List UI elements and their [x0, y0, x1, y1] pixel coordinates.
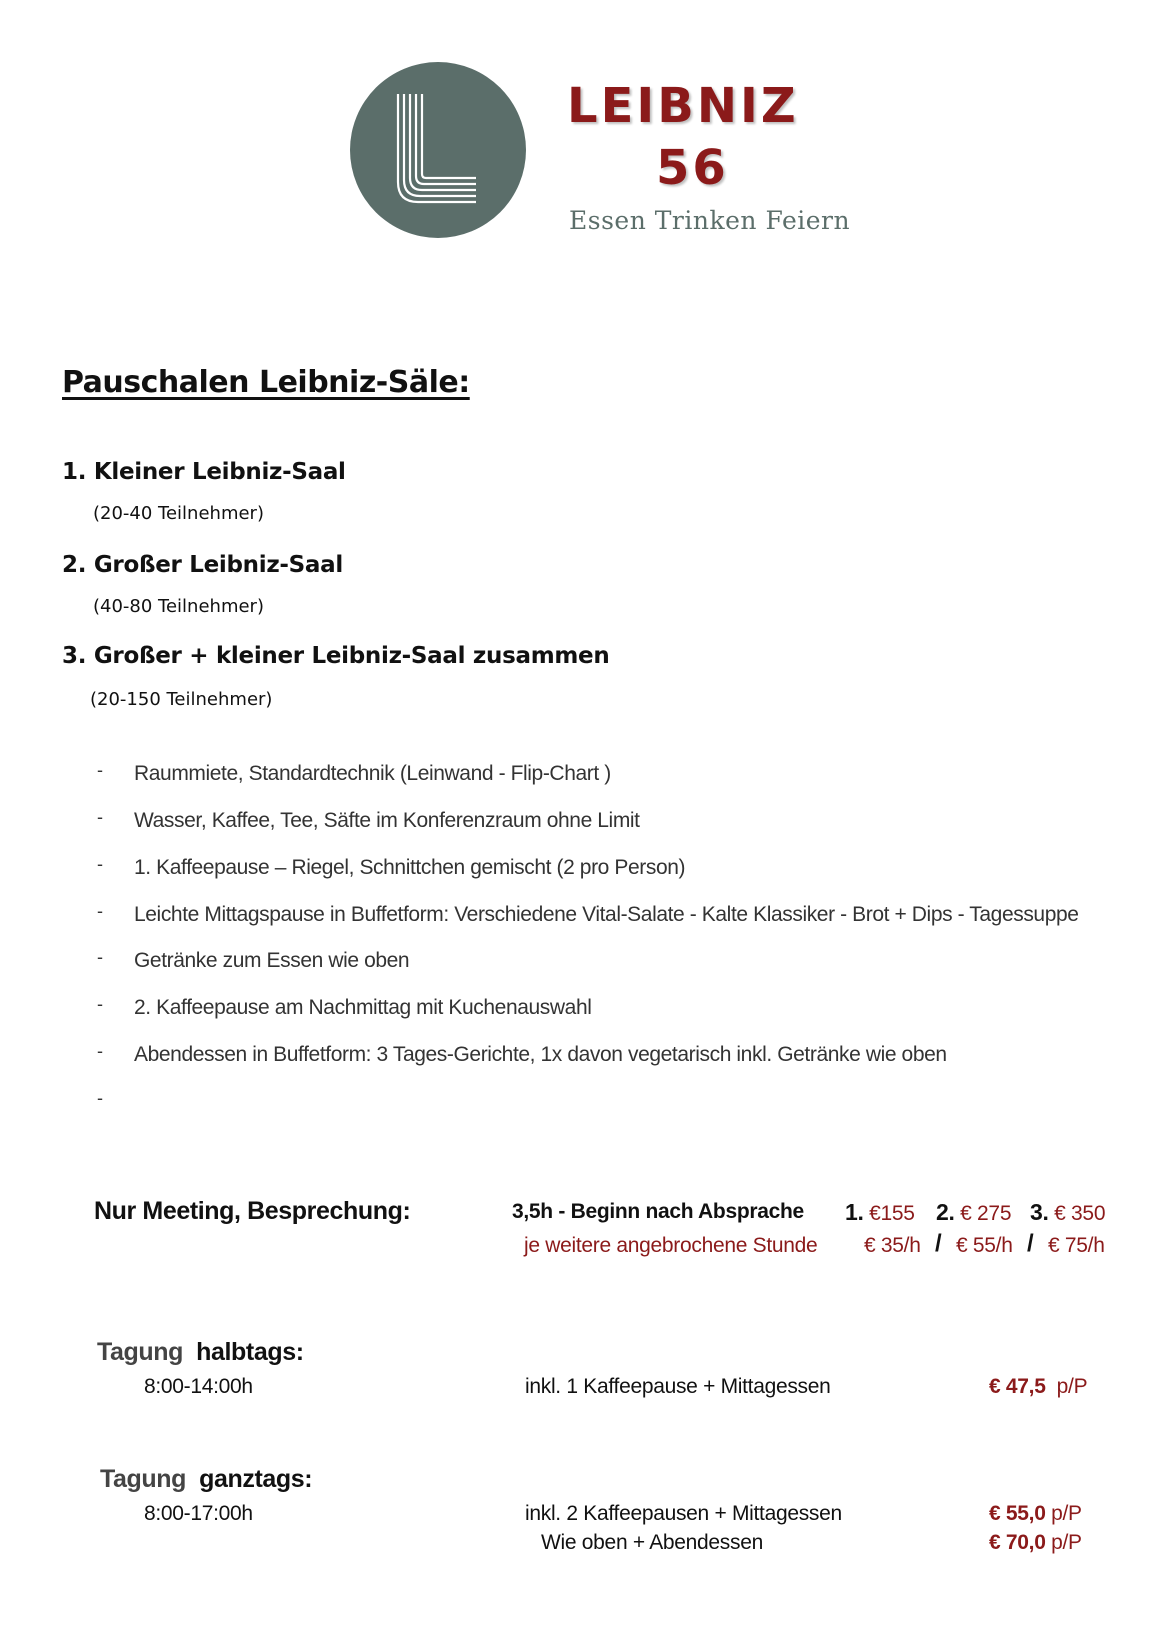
- room-title-1: 1. Kleiner Leibniz-Saal: [62, 459, 346, 485]
- page-title: Pauschalen Leibniz-Säle:: [62, 365, 470, 400]
- bullet-dash: -: [97, 807, 103, 827]
- list-item: Wasser, Kaffee, Tee, Säfte im Konferenzraum ohne Limit: [134, 809, 640, 832]
- separator: /: [935, 1230, 942, 1257]
- meeting-extra-hour: je weitere angebrochene Stunde: [524, 1234, 818, 1257]
- meeting-hourly-3: € 75/h: [1048, 1234, 1105, 1257]
- ganztags-price-2: € 70,0 p/P: [989, 1531, 1082, 1554]
- room-title-3: 3. Großer + kleiner Leibniz-Saal zusammen: [62, 643, 610, 669]
- bullet-dash: -: [97, 947, 103, 967]
- bullet-dash: -: [97, 1088, 103, 1108]
- bullet-dash: -: [97, 854, 103, 874]
- meeting-price-1: 1. €155: [845, 1199, 915, 1225]
- list-item: Leichte Mittagspause in Buffetform: Verschiedene Vital-Salate - Kalte Klassiker - Brot + Dips - Tagessuppe: [134, 903, 1079, 926]
- halbtags-time: 8:00-14:00h: [144, 1375, 253, 1398]
- list-item: Getränke zum Essen wie oben: [134, 949, 410, 972]
- ganztags-label: Tagung ganztags:: [100, 1465, 313, 1493]
- room-capacity-3: (20-150 Teilnehmer): [90, 689, 273, 710]
- meeting-hourly-1: € 35/h: [864, 1234, 921, 1257]
- room-capacity-1: (20-40 Teilnehmer): [93, 503, 264, 524]
- meeting-duration: 3,5h - Beginn nach Absprache: [512, 1200, 804, 1223]
- halbtags-label: Tagung halbtags:: [97, 1338, 304, 1366]
- halbtags-description: inkl. 1 Kaffeepause + Mittagessen: [525, 1375, 831, 1398]
- list-item: Raummiete, Standardtechnik (Leinwand - Flip-Chart ): [134, 762, 611, 785]
- letter-l-lines-icon: [350, 62, 526, 238]
- halbtags-price: € 47,5 p/P: [989, 1375, 1088, 1398]
- bullet-dash: -: [97, 994, 103, 1014]
- brand-tagline: Essen Trinken Feiern: [569, 206, 851, 235]
- bullet-dash: -: [97, 901, 103, 921]
- list-item: 1. Kaffeepause – Riegel, Schnittchen gemischt (2 pro Person): [134, 856, 686, 879]
- meeting-price-3: 3. € 350: [1030, 1199, 1106, 1225]
- list-item: 2. Kaffeepause am Nachmittag mit Kuchenauswahl: [134, 996, 592, 1019]
- meeting-label: Nur Meeting, Besprechung:: [94, 1197, 411, 1225]
- ganztags-description-1: inkl. 2 Kaffeepausen + Mittagessen: [525, 1502, 842, 1525]
- brand-name: LEIBNIZ: [567, 78, 799, 134]
- meeting-price-2: 2. € 275: [936, 1199, 1012, 1225]
- bullet-dash: -: [97, 1041, 103, 1061]
- ganztags-price-1: € 55,0 p/P: [989, 1502, 1082, 1525]
- brand-number: 56: [656, 140, 729, 196]
- ganztags-description-2: Wie oben + Abendessen: [541, 1531, 763, 1554]
- ganztags-time: 8:00-17:00h: [144, 1502, 253, 1525]
- separator: /: [1027, 1230, 1034, 1257]
- logo-circle: [350, 62, 526, 238]
- room-capacity-2: (40-80 Teilnehmer): [93, 596, 264, 617]
- room-title-2: 2. Großer Leibniz-Saal: [62, 552, 343, 578]
- bullet-dash: -: [97, 760, 103, 780]
- list-item: Abendessen in Buffetform: 3 Tages-Gerichte, 1x davon vegetarisch inkl. Getränke wie oben: [134, 1043, 947, 1066]
- meeting-hourly-2: € 55/h: [956, 1234, 1013, 1257]
